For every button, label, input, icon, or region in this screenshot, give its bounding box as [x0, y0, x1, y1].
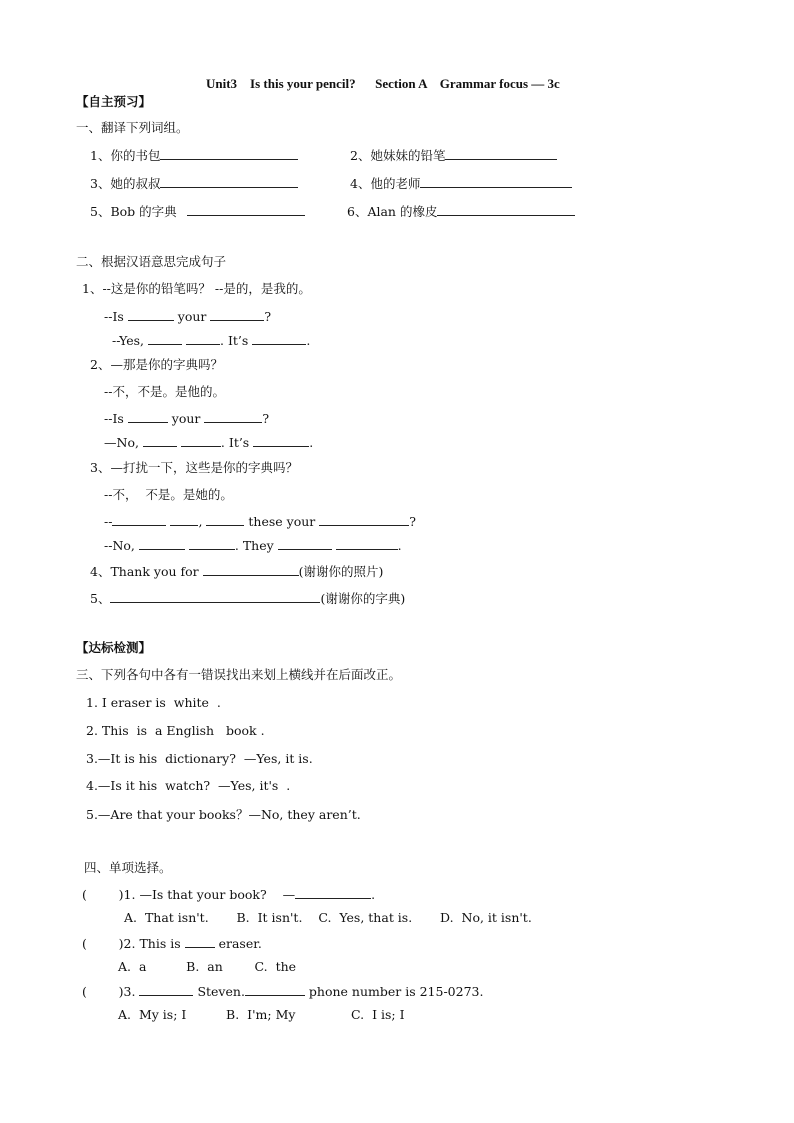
part2-q3-cn: 3、—打扰一下，这些是你的字典吗？	[90, 460, 298, 475]
part4-q3-stem: ( )3. Steven. phone number is 215-0273.	[82, 984, 484, 999]
page-title: Unit3 Is this your pencil? Section A Grammar focus — 3c	[206, 76, 560, 91]
answer-paren[interactable]: ( )	[82, 936, 124, 951]
answer-blank[interactable]	[203, 563, 299, 576]
answer-blank[interactable]	[185, 935, 215, 948]
answer-blank[interactable]	[139, 537, 185, 550]
part2-q3-line-b: --No, . They .	[104, 538, 402, 553]
answer-blank[interactable]	[437, 203, 575, 216]
part3-item-4: 4.—Is it his watch? —Yes, it's .	[86, 778, 291, 793]
part3-item-3: 3.—It is his dictionary? —Yes, it is.	[86, 751, 313, 766]
answer-blank[interactable]	[204, 410, 262, 423]
part4-q2-stem: ( )2. This is eraser.	[82, 936, 262, 951]
part3-heading: 三、下列各句中各有一错误找出来划上横线并在后面改正。	[76, 667, 402, 682]
part2-q2-line-a: --Is your ?	[104, 411, 270, 426]
answer-blank[interactable]	[143, 434, 177, 447]
part3-item-5: 5.—Are that your books？—No, they aren’t.	[86, 807, 361, 822]
answer-blank[interactable]	[148, 332, 182, 345]
part1-item-5: 5、Bob 的字典	[90, 203, 305, 220]
answer-blank[interactable]	[187, 203, 305, 216]
part4-q1-stem: ( )1. —Is that your book? — .	[82, 887, 376, 902]
part1-item-6: 6、Alan 的橡皮	[347, 203, 575, 220]
section-header-preview: 【自主预习】	[76, 94, 152, 109]
answer-blank[interactable]	[189, 537, 235, 550]
answer-blank[interactable]	[336, 537, 398, 550]
part2-q1-line-b: --Yes, . It’s .	[112, 333, 311, 348]
answer-blank[interactable]	[139, 983, 193, 996]
section-header-test: 【达标检测】	[76, 640, 152, 655]
part2-q5: 5、 (谢谢你的字典)	[90, 591, 406, 606]
part1-heading: 一、翻译下列词组。	[76, 120, 189, 135]
part4-q3-options: A. My is; I B. I'm; My C. I is; I	[118, 1007, 405, 1022]
answer-blank[interactable]	[278, 537, 332, 550]
part2-q1-cn: 1、--这是你的铅笔吗？ --是的，是我的。	[82, 281, 311, 296]
part3-item-2: 2. This is a English book .	[86, 723, 265, 738]
answer-blank[interactable]	[252, 332, 306, 345]
answer-blank[interactable]	[186, 332, 220, 345]
answer-blank[interactable]	[128, 308, 174, 321]
answer-blank[interactable]	[170, 513, 198, 526]
part2-q1-line-a: --Is your ?	[104, 309, 272, 324]
answer-blank[interactable]	[181, 434, 221, 447]
part1-item-4: 4、他的老师	[350, 175, 572, 192]
answer-blank[interactable]	[420, 175, 572, 188]
answer-paren[interactable]: ( )	[82, 887, 124, 902]
answer-blank[interactable]	[245, 983, 305, 996]
part1-item-2: 2、她妹妹的铅笔	[350, 147, 557, 164]
answer-blank[interactable]	[210, 308, 264, 321]
part1-item-1: 1、你的书包	[90, 147, 298, 164]
part4-q1-options: A. That isn't. B. It isn't. C. Yes, that is. D. No, it isn't.	[124, 910, 532, 925]
answer-blank[interactable]	[295, 886, 371, 899]
answer-blank[interactable]	[160, 175, 298, 188]
part2-q3-line-a: -- , these your ?	[104, 514, 416, 529]
answer-blank[interactable]	[160, 147, 298, 160]
answer-blank[interactable]	[319, 513, 409, 526]
answer-blank[interactable]	[206, 513, 244, 526]
part2-q3-cn2: --不， 不是。是她的。	[104, 487, 233, 502]
answer-paren[interactable]: ( )	[82, 984, 124, 999]
part2-heading: 二、根据汉语意思完成句子	[76, 254, 227, 269]
part1-item-3: 3、她的叔叔	[90, 175, 298, 192]
part2-q2-cn: 2、—那是你的字典吗？	[90, 357, 223, 372]
answer-blank[interactable]	[112, 513, 166, 526]
part4-heading: 四、单项选择。	[84, 860, 172, 875]
answer-blank[interactable]	[110, 590, 320, 603]
answer-blank[interactable]	[128, 410, 168, 423]
part2-q4: 4、Thank you for (谢谢你的照片)	[90, 564, 384, 579]
part2-q2-line-b: —No, . It’s .	[104, 435, 314, 450]
answer-blank[interactable]	[445, 147, 557, 160]
part3-item-1: 1. I eraser is white .	[86, 695, 221, 710]
part4-q2-options: A. a B. an C. the	[118, 959, 297, 974]
part2-q2-cn2: --不，不是。是他的。	[104, 384, 225, 399]
answer-blank[interactable]	[253, 434, 309, 447]
